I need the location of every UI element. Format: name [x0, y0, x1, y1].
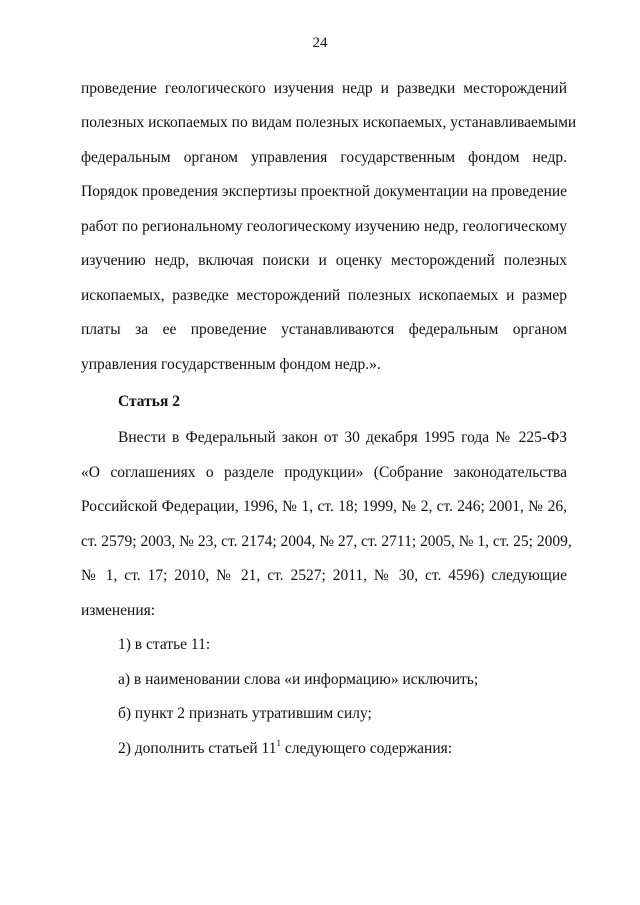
list-item: а) в наименовании слова «и информацию» исключить; [118, 671, 479, 688]
text-line: изучению недр, включая поиски и оценку месторождений полезных [81, 252, 567, 269]
article-heading: Статья 2 [118, 393, 180, 410]
text-line: изменения: [81, 602, 156, 619]
text-line: управления государственным фондом недр.». [81, 356, 381, 373]
list-item-text: 2) дополнить статьей 11 [118, 740, 277, 757]
text-line: работ по региональному геологическому изучению недр, геологическому [81, 218, 567, 235]
text-line: проведение геологического изучения недр и разведки месторождений [81, 80, 567, 97]
superscript-number: 1 [276, 738, 281, 748]
text-line: Порядок проведения экспертизы проектной документации на проведение [81, 183, 568, 200]
list-item: 1) в статье 11: [118, 636, 211, 653]
text-line: Внести в Федеральный закон от 30 декабря 1995 года № 225-ФЗ [118, 429, 567, 446]
text-line: № 1, ст. 17; 2010, № 21, ст. 2527; 2011, № 30, ст. 4596) следующие [81, 567, 567, 584]
text-line: платы за ее проведение устанавливаются федеральным органом [81, 321, 567, 338]
list-item [118, 739, 567, 759]
text-line: ископаемых, разведке месторождений полезных ископаемых и размер [81, 287, 567, 304]
text-line: «О соглашениях о разделе продукции» (Собрание законодательства [81, 464, 567, 481]
list-item-text: следующего содержания: [280, 740, 453, 757]
text-line: Российской Федерации, 1996, № 1, ст. 18; 1999, № 2, ст. 246; 2001, № 26, [81, 498, 567, 515]
page-number: 24 [312, 35, 328, 51]
text-line: полезных ископаемых по видам полезных ископаемых, устанавливаемыми [81, 114, 577, 131]
text-line: ст. 2579; 2003, № 23, ст. 2174; 2004, № 27, ст. 2711; 2005, № 1, ст. 25; 2009, [81, 533, 572, 550]
text-line: федеральным органом управления государственным фондом недр. [81, 149, 567, 166]
list-item: б) пункт 2 признать утратившим силу; [118, 705, 372, 722]
